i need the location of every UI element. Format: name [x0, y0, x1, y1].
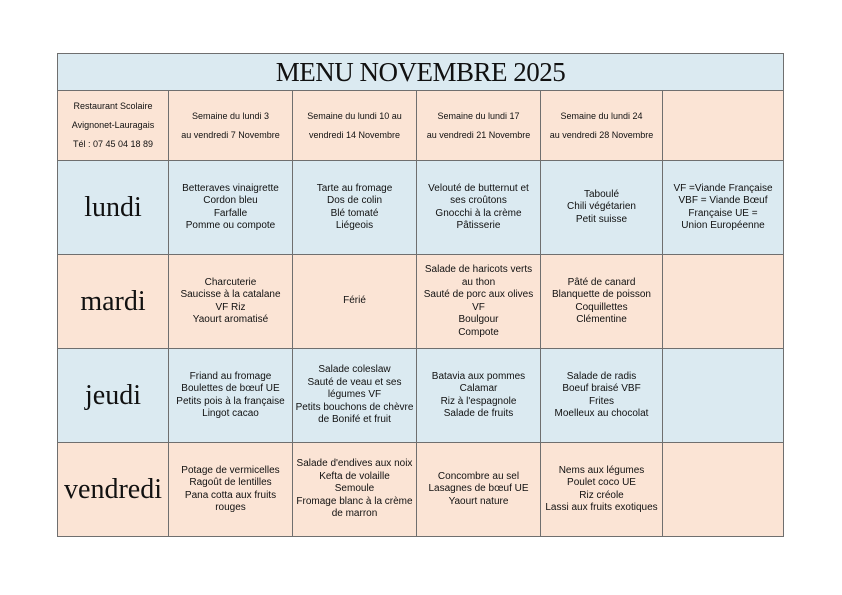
menu-cell [417, 161, 541, 255]
menu-item: Liégeois [335, 220, 374, 231]
menu-item: Sauté de porc aux olives [423, 289, 534, 300]
menu-item: Sauté de veau et ses [307, 376, 402, 388]
menu-item: Boulgour [458, 314, 499, 325]
menu-cell [169, 349, 293, 443]
menu-item: Ragoût de lentilles [189, 477, 272, 488]
restaurant-name: Restaurant Scolaire [73, 101, 153, 111]
menu-cell [541, 443, 663, 537]
menu-item: Lassi aux fruits exotiques [545, 502, 658, 513]
menu-item: Chili végétarien [567, 201, 636, 213]
week-header [417, 91, 541, 161]
menu-cell [293, 161, 417, 255]
menu-item: au thon [461, 276, 496, 288]
menu-item: Férié [343, 295, 366, 307]
menu-item: Salade de haricots verts [424, 264, 533, 275]
menu-item: de marron [331, 508, 378, 520]
menu-item: Concombre au sel [437, 470, 520, 482]
menu-item: Petits bouchons de chèvre [295, 401, 414, 413]
week-header [541, 91, 663, 161]
week-end: au vendredi 21 Novembre [426, 129, 531, 140]
legend-line: Union Européenne [681, 220, 765, 231]
menu-item: Salade coleslaw [318, 364, 391, 376]
week-start: Semaine du lundi 10 au [307, 110, 402, 121]
legend-line: VBF = Viande Bœuf [678, 195, 768, 206]
week-header [293, 91, 417, 161]
menu-item: Petits pois à la française [176, 395, 285, 407]
day-label-lundi: lundi [58, 161, 169, 255]
menu-item: Blé tomaté [330, 207, 379, 219]
menu-item: Saucisse à la catalane [180, 289, 281, 300]
menu-item: Taboulé [583, 188, 620, 200]
menu-item: rouges [215, 502, 246, 513]
menu-item: Pâtisserie [456, 220, 501, 231]
menu-item: Kefta de volaille [319, 470, 390, 482]
empty-cell [663, 255, 784, 349]
menu-item: Fromage blanc à la crème [296, 495, 413, 507]
menu-item: Pâté de canard [567, 276, 636, 288]
menu-title: MENU NOVEMBRE 2025 [58, 54, 784, 91]
week-end: vendredi 14 Novembre [308, 129, 401, 140]
menu-cell [417, 443, 541, 537]
menu-item: Betteraves vinaigrette [182, 182, 279, 194]
restaurant-info [58, 91, 169, 161]
menu-item: Lingot cacao [202, 408, 259, 419]
empty-header-cell [663, 91, 784, 161]
restaurant-phone: Tél : 07 45 04 18 89 [72, 139, 154, 149]
menu-item: Riz à l'espagnole [440, 395, 517, 407]
menu-item: Yaourt aromatisé [192, 314, 269, 325]
menu-cell [169, 161, 293, 255]
menu-item: ses croûtons [450, 195, 507, 206]
week-start: Semaine du lundi 24 [560, 110, 643, 121]
menu-item: Potage de vermicelles [181, 464, 280, 476]
menu-item: Batavia aux pommes [431, 370, 526, 382]
menu-cell [169, 255, 293, 349]
day-label-mardi: mardi [58, 255, 169, 349]
menu-item: Charcuterie [204, 276, 257, 288]
legend-line: Française UE = [688, 207, 758, 219]
menu-item: Dos de colin [326, 195, 383, 206]
menu-item: Poulet coco UE [567, 477, 636, 488]
day-label-jeudi: jeudi [58, 349, 169, 443]
menu-item: Coquillettes [575, 301, 628, 313]
menu-item: Farfalle [213, 207, 248, 219]
day-label-vendredi: vendredi [58, 443, 169, 537]
menu-item: Riz créole [579, 489, 624, 501]
menu-item: de Bonifé et fruit [318, 414, 391, 426]
menu-cell [541, 161, 663, 255]
menu-cell [293, 255, 417, 349]
week-header [169, 91, 293, 161]
menu-item: Velouté de butternut et [428, 182, 529, 194]
menu-item: légumes VF [327, 389, 382, 401]
legend-line: VF =Viande Française [673, 182, 773, 194]
week-start: Semaine du lundi 17 [437, 110, 520, 121]
menu-item: VF [472, 301, 485, 313]
week-end: au vendredi 28 Novembre [549, 129, 654, 140]
menu-cell [417, 349, 541, 443]
menu-item: Compote [458, 326, 499, 338]
menu-item: Tarte au fromage [316, 182, 393, 194]
week-end: au vendredi 7 Novembre [181, 129, 280, 140]
menu-item: Clémentine [576, 314, 627, 325]
empty-cell [663, 443, 784, 537]
menu-item: Gnocchi à la crème [435, 207, 522, 219]
menu-item: Cordon bleu [203, 195, 258, 206]
menu-cell [169, 443, 293, 537]
menu-item: Boeuf braisé VBF [562, 383, 641, 394]
legend-cell [663, 161, 784, 255]
menu-item: Semoule [334, 483, 375, 495]
menu-item: Boulettes de bœuf UE [181, 383, 280, 394]
menu-cell [541, 349, 663, 443]
menu-cell [417, 255, 541, 349]
menu-item: Petit suisse [575, 213, 628, 225]
menu-item: Blanquette de poisson [552, 289, 651, 300]
menu-item: Calamar [459, 383, 498, 394]
menu-item: Friand au fromage [189, 370, 272, 382]
restaurant-town: Avignonet-Lauragais [71, 120, 155, 130]
menu-item: Salade de radis [566, 370, 637, 382]
menu-item: Yaourt nature [448, 495, 509, 507]
menu-item: Moelleux au chocolat [554, 408, 649, 419]
menu-item: Frites [589, 395, 614, 407]
menu-item: Salade de fruits [443, 408, 514, 419]
menu-cell [293, 443, 417, 537]
week-start: Semaine du lundi 3 [191, 110, 270, 121]
menu-item: VF Riz [215, 301, 246, 313]
menu-item: Nems aux légumes [558, 464, 645, 476]
menu-item: Pana cotta aux fruits [184, 489, 277, 501]
menu-item: Lasagnes de bœuf UE [428, 483, 529, 495]
menu-cell [541, 255, 663, 349]
empty-cell [663, 349, 784, 443]
menu-cell [293, 349, 417, 443]
menu-item: Pomme ou compote [185, 220, 276, 231]
menu-table [57, 53, 784, 537]
menu-item: Salade d'endives aux noix [296, 458, 413, 470]
